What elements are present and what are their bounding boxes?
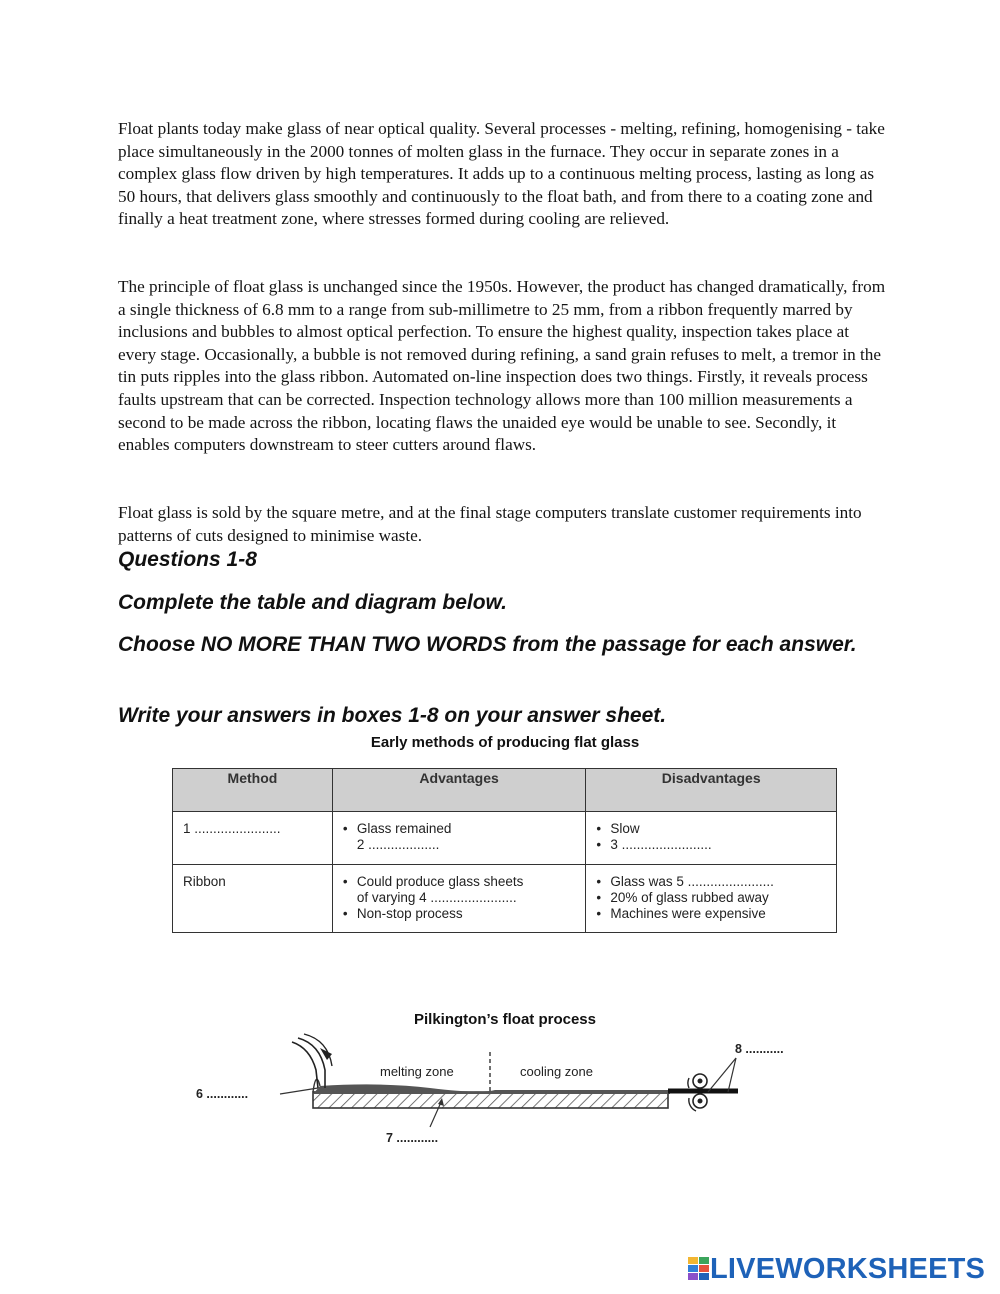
- row2-adv-gap4: of varying 4 .......................: [356, 890, 517, 905]
- row2-disadvantages: [586, 865, 837, 933]
- table-row: [173, 865, 837, 933]
- table-row: [173, 812, 837, 865]
- instruction-answer-sheet: Write your answers in boxes 1-8 on your answer sheet.: [118, 704, 667, 727]
- row2-dis-item3: • Machines were expensive: [596, 906, 826, 922]
- methods-table: [172, 768, 837, 933]
- melting-zone-label: melting zone: [380, 1064, 454, 1079]
- row2-method: Ribbon: [173, 865, 333, 933]
- gap-6-label: 6 ............: [196, 1087, 249, 1101]
- float-process-diagram: [180, 1030, 830, 1160]
- instruction-word-limit: Choose NO MORE THAN TWO WORDS from the passage for each answer.: [118, 633, 857, 656]
- row2-adv-item2: • Non-stop process: [343, 906, 576, 922]
- row2-advantages: [332, 865, 586, 933]
- cooling-zone-label: cooling zone: [520, 1064, 593, 1079]
- liveworksheets-logo-text: LIVEWORKSHEETS: [710, 1253, 986, 1285]
- row2-dis-gap5: • Glass was 5 .......................: [596, 874, 826, 890]
- gap-8-label: 8 ...........: [735, 1042, 784, 1056]
- row1-dis-item1: • Slow: [596, 821, 826, 837]
- header-method: Method: [173, 769, 333, 812]
- diagram-title: Pilkington’s float process: [414, 1011, 596, 1028]
- passage-paragraph-1: Float plants today make glass of near optical quality. Several processes - melting, refining, homogenising - take place simultaneously in the 2000 tonnes of molten glass in the furnace. They occur in separate zones in a complex glass flow driven by high temperatures. It adds up to a continuous melting process, lasting as long as 50 hours, that delivers glass smoothly and continuously to the float bath, and from there to a coating zone and finally a heat treatment zone, where stresses formed during cooling are relieved.: [118, 119, 885, 229]
- row1-advantages: [332, 812, 586, 865]
- header-disadvantages: Disadvantages: [586, 769, 837, 812]
- row1-dis-gap3: • 3 ........................: [596, 837, 826, 853]
- row1-adv-gap2: 2 ...................: [356, 837, 440, 852]
- row1-adv-line1: Glass remained: [356, 821, 452, 836]
- questions-heading: Questions 1-8: [118, 548, 257, 571]
- row2-adv-line1: Could produce glass sheets: [356, 874, 524, 889]
- liveworksheets-logo[interactable]: [688, 1253, 985, 1285]
- molten-glass-layer: [313, 1079, 670, 1094]
- header-advantages: Advantages: [332, 769, 586, 812]
- table-title: Early methods of producing flat glass: [370, 734, 640, 751]
- glass-feed-icon: [292, 1034, 332, 1088]
- row1-method: 1 .......................: [173, 812, 333, 865]
- row1-disadvantages: [586, 812, 837, 865]
- liveworksheets-logo-icon: [688, 1255, 710, 1283]
- passage-paragraph-2: The principle of float glass is unchanged since the 1950s. However, the product has changed dramatically, from a single thickness of 6.8 mm to a range from sub-millimetre to 25 mm, from a ribbon frequently marred by inclusions and bubbles to almost optical perfection. To ensure the highest quality, inspection takes place at every stage. Occasionally, a bubble is not removed during refining, a sand grain refuses to melt, a tremor in the tin puts ripples into the glass ribbon. Automated on-line inspection does two things. Firstly, it reveals process faults upstream that can be corrected. Inspection technology allows more than 100 million measurements a second to be made across the ribbon, locating flaws the unaided eye would be unable to see. Secondly, it enables computers downstream to steer cutters around flaws.: [118, 277, 886, 455]
- passage-paragraph-3: Float glass is sold by the square metre, and at the final stage computers translate customer requirements into patterns of cuts designed to minimise waste.: [118, 503, 862, 545]
- row2-dis-item2: • 20% of glass rubbed away: [596, 890, 826, 906]
- tin-bath: [313, 1092, 668, 1108]
- instruction-complete: Complete the table and diagram below.: [118, 591, 507, 614]
- gap-7-label: 7 ............: [386, 1131, 439, 1145]
